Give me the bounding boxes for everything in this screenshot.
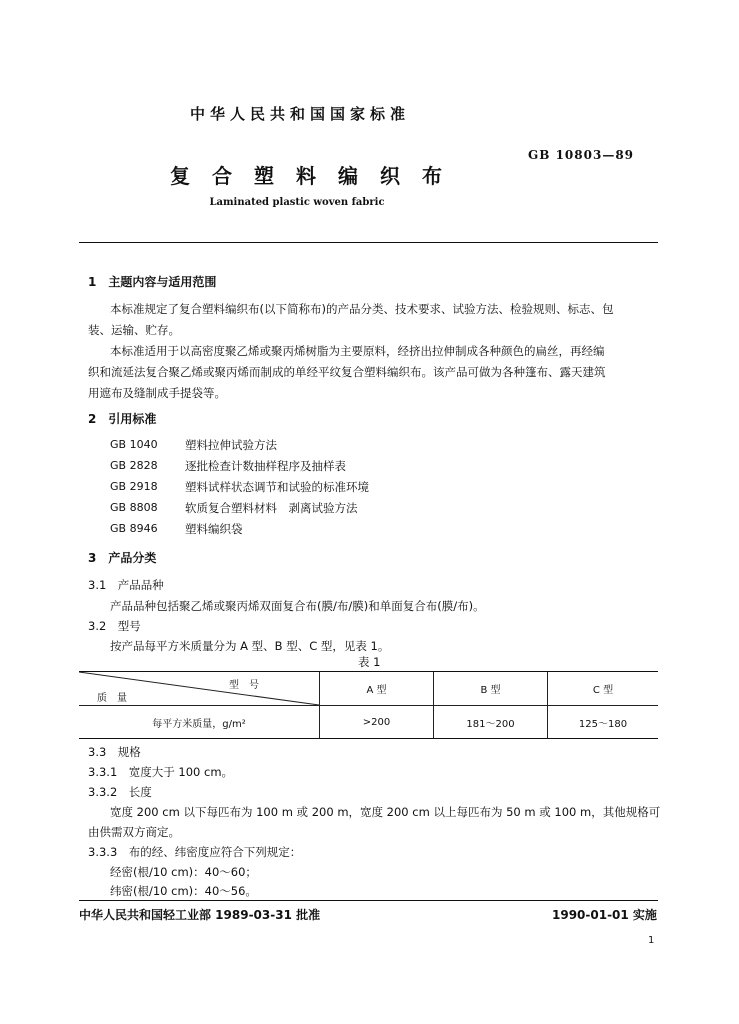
reference-title: 塑料编织袋 [185, 522, 243, 536]
corner-bottom-label: 质 量 [97, 693, 127, 704]
reference-code: GB 1040 [110, 438, 158, 451]
header-rule [79, 242, 658, 243]
effective-date-line: 1990-01-01 实施 [552, 908, 657, 922]
table-caption: 表 1 [358, 655, 381, 669]
reference-title: 塑料试样状态调节和试验的标准环境 [185, 480, 369, 494]
section-3-1-text: 产品品种包括聚乙烯或聚丙烯双面复合布(膜/布/膜)和单面复合布(膜/布)。 [110, 599, 485, 613]
section-3-2-heading: 3.2 型号 [88, 619, 141, 633]
section-3-1-heading: 3.1 产品品种 [88, 578, 164, 592]
section-1-paragraph-2-line-1: 本标准适用于以高密度聚乙烯或聚丙烯树脂为主要原料，经挤出拉伸制成各种颜色的扁丝，再经编 [110, 344, 605, 358]
warp-density: 经密(根/10 cm)：40～60； [110, 865, 257, 879]
standard-code: GB 10803—89 [528, 148, 635, 162]
section-1-heading: 1 主题内容与适用范围 [88, 275, 217, 289]
reference-code: GB 8946 [110, 522, 158, 535]
reference-title: 塑料拉伸试验方法 [185, 438, 277, 452]
corner-top-label: 型 号 [229, 680, 259, 691]
row-label: 每平方米质量，g/m² [79, 706, 320, 739]
section-2-heading: 2 引用标准 [88, 412, 157, 426]
table-row [79, 706, 658, 739]
footer-rule [79, 900, 658, 901]
section-3-2-text: 按产品每平方米质量分为 A 型、B 型、C 型，见表 1。 [110, 639, 390, 653]
weft-density: 纬密(根/10 cm)：40～56。 [110, 884, 257, 898]
table-cell-a: >200 [320, 706, 434, 739]
section-1-paragraph-1-line-1: 本标准规定了复合塑料编织布(以下简称布)的产品分类、技术要求、试验方法、检验规则、标志、包 [110, 302, 614, 316]
section-3-3-2-line-2: 由供需双方商定。 [88, 825, 180, 839]
section-3-3-1: 3.3.1 宽度大于 100 cm。 [88, 765, 234, 779]
section-3-heading: 3 产品分类 [88, 551, 157, 565]
column-header-c: C 型 [548, 672, 659, 706]
document-title-en: Laminated plastic woven fabric [209, 197, 385, 208]
reference-code: GB 2828 [110, 459, 158, 472]
section-3-3-3-heading: 3.3.3 布的经、纬密度应符合下列规定： [88, 845, 302, 859]
section-3-3-heading: 3.3 规格 [88, 745, 141, 759]
document-title-cn: 复合塑料编织布 [170, 164, 464, 188]
column-header-b: B 型 [434, 672, 548, 706]
reference-title: 软质复合塑料材料 剥离试验方法 [185, 501, 358, 515]
reference-title: 逐批检查计数抽样程序及抽样表 [185, 459, 346, 473]
table-cell-c: 125～180 [578, 718, 628, 730]
reference-code: GB 2918 [110, 480, 158, 493]
section-3-3-2-heading: 3.3.2 长度 [88, 785, 152, 799]
page-number: 1 [648, 935, 655, 946]
section-1-paragraph-2-line-2: 织和流延法复合聚乙烯或聚丙烯而制成的单经平纹复合塑料编织布。该产品可做为各种篷布、露天建筑 [88, 365, 606, 379]
reference-code: GB 8808 [110, 501, 158, 514]
table-cell-b: 181～200 [434, 706, 548, 739]
standard-org-title: 中华人民共和国国家标准 [189, 105, 410, 123]
approval-line: 中华人民共和国轻工业部 1989-03-31 批准 [79, 908, 321, 922]
section-3-3-2-line-1: 宽度 200 cm 以下每匹布为 100 m 或 200 m，宽度 200 cm 以上每匹布为 50 m 或 100 m，其他规格可 [110, 805, 661, 819]
section-1-paragraph-2-line-3: 用遮布及缝制成手提袋等。 [88, 386, 226, 400]
table-bottom-rule [79, 738, 658, 739]
table-corner-diagonal [79, 672, 319, 706]
column-header-a: A 型 [320, 672, 434, 706]
section-1-paragraph-1-line-2: 装、运输、贮存。 [88, 323, 180, 337]
